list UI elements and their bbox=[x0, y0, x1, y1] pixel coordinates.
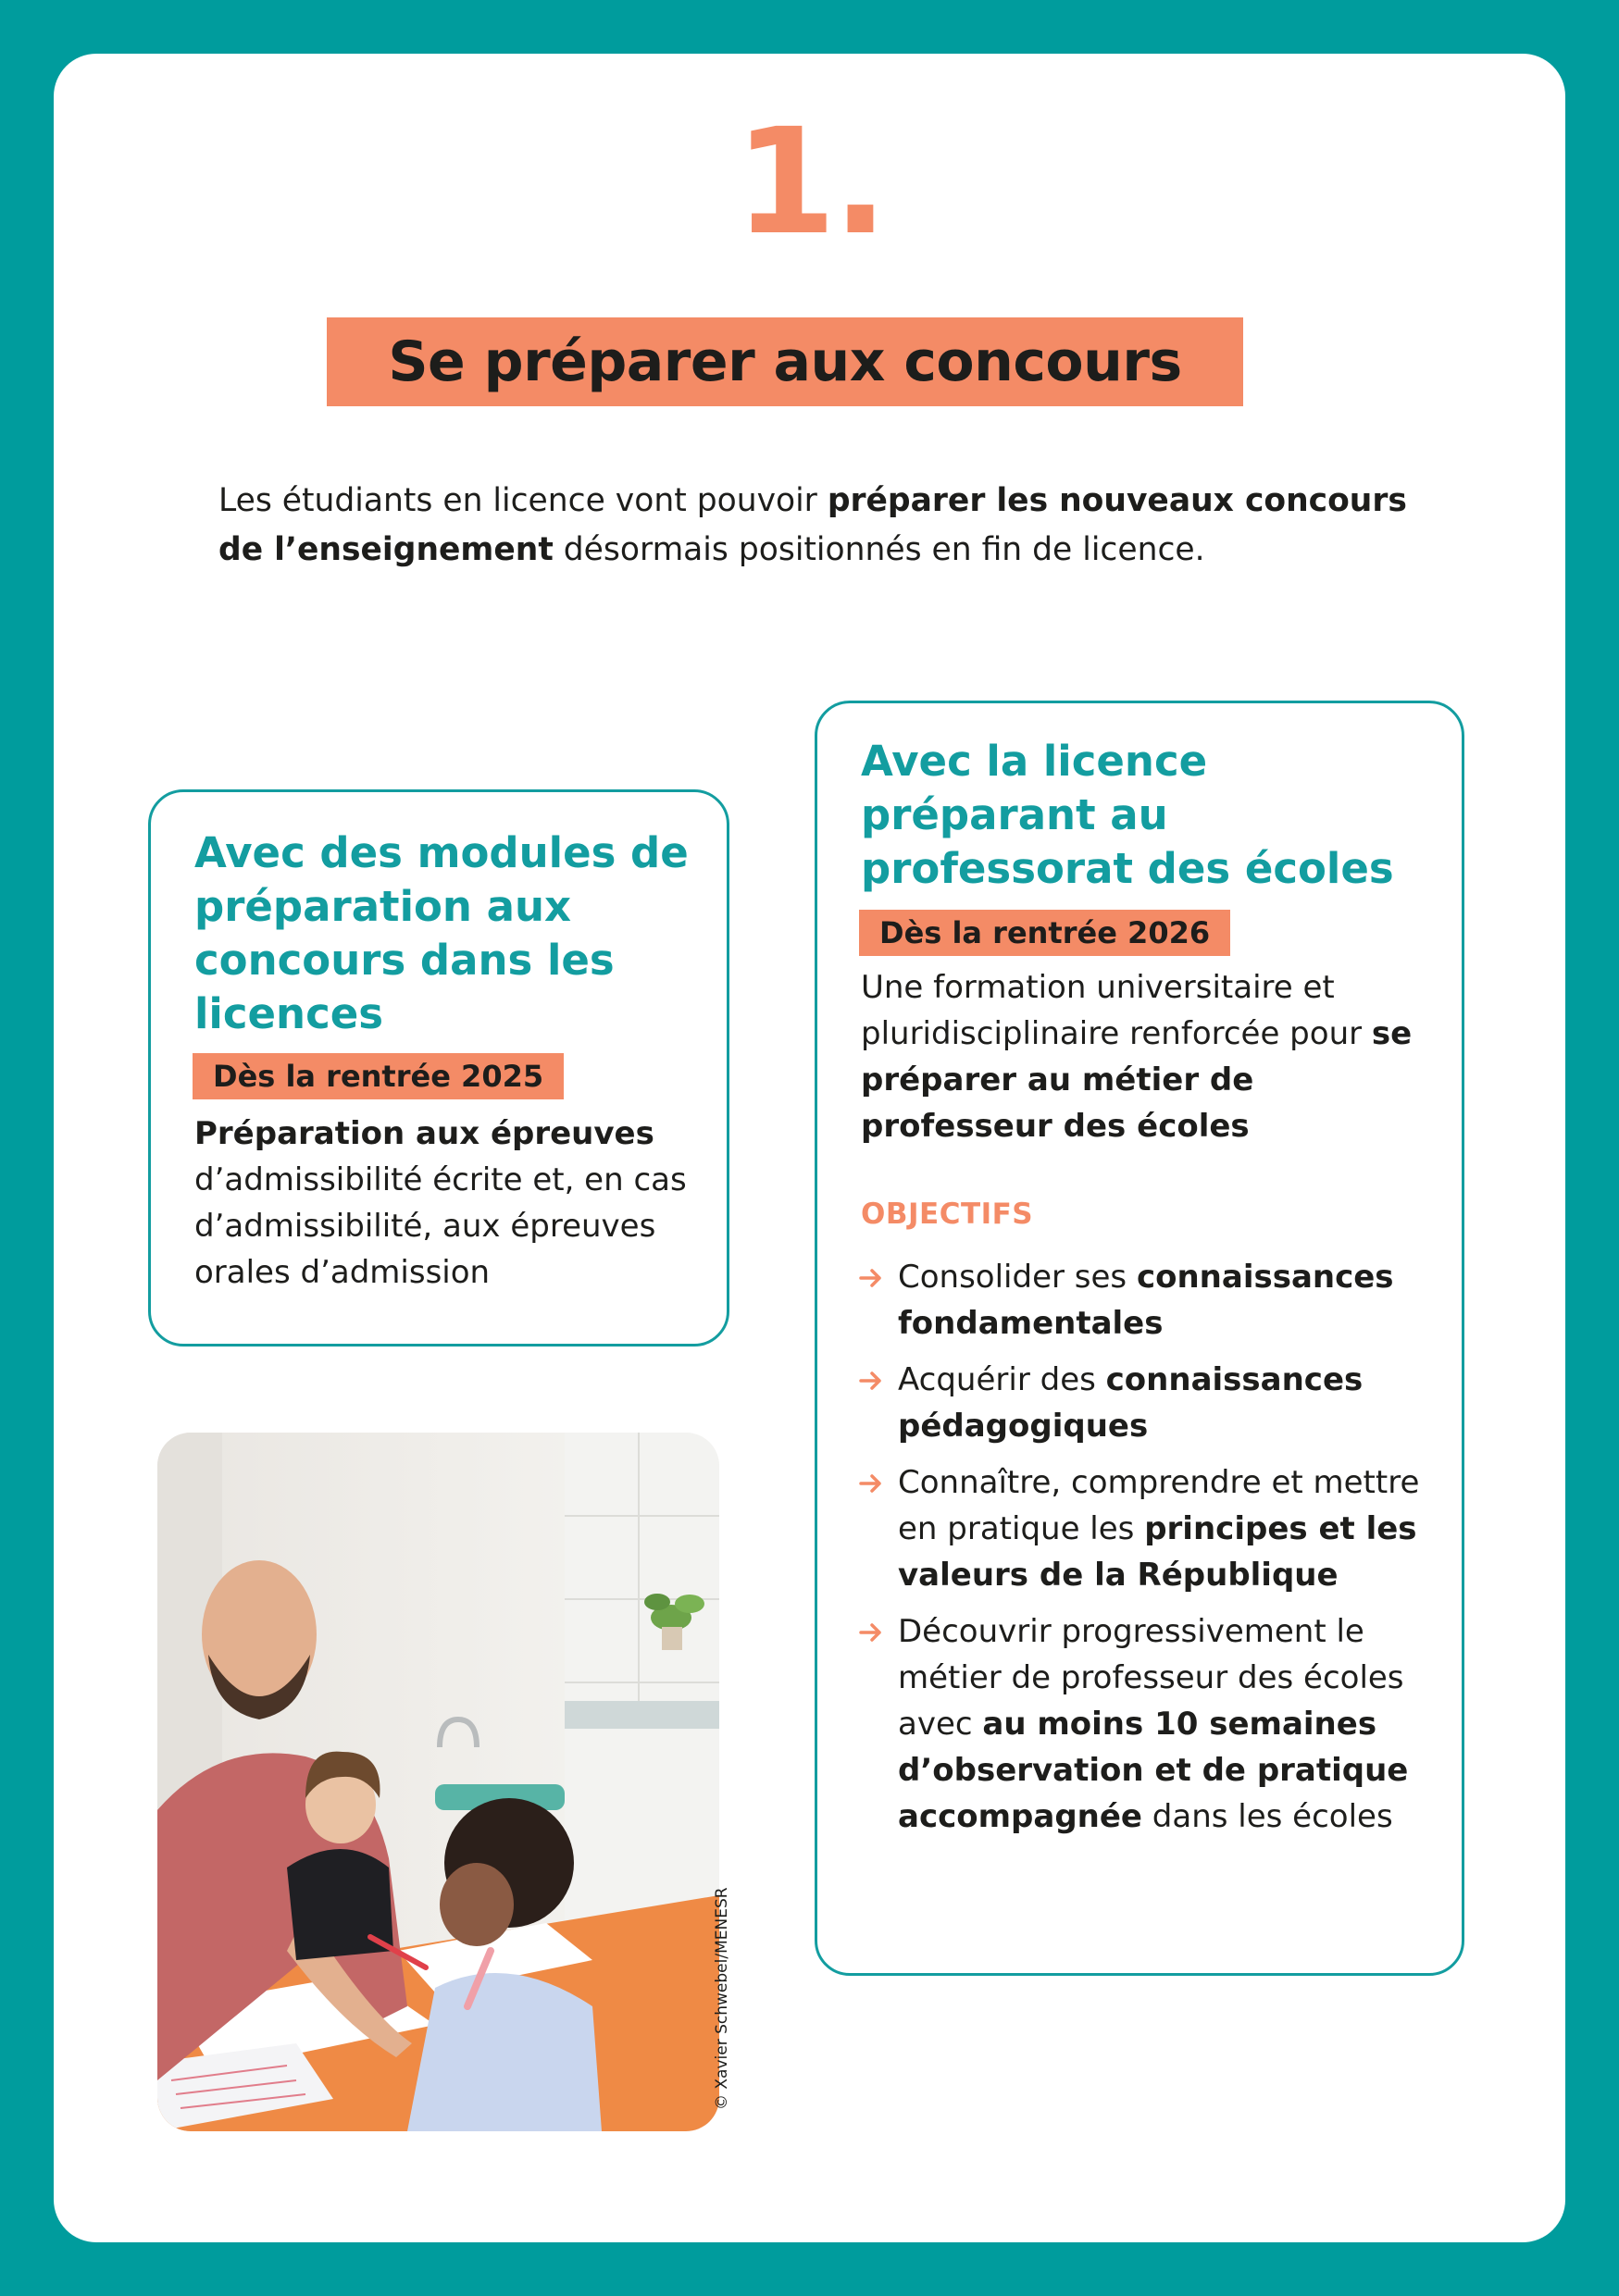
licence-date-badge: Dès la rentrée 2026 bbox=[859, 910, 1230, 956]
intro-text-2: désormais positionnés en fin de licence. bbox=[553, 531, 1205, 568]
section-title: Se préparer aux concours bbox=[388, 329, 1182, 394]
section-number: 1. bbox=[734, 97, 885, 267]
intro-text-1: Les étudiants en licence vont pouvoir bbox=[218, 482, 828, 519]
arrow-right-icon bbox=[859, 1459, 898, 1493]
objective-bold: au moins 10 semaines d’observation et de pratique accompagnée bbox=[898, 1706, 1409, 1835]
intro-paragraph bbox=[218, 477, 1440, 575]
modules-card-text bbox=[194, 1111, 713, 1296]
objective-text: Consolider ses bbox=[898, 1259, 1137, 1296]
objective-text: Connaître, comprendre et mettre en pratique les bbox=[898, 1464, 1420, 1547]
section-title-banner bbox=[327, 317, 1243, 406]
objective-item bbox=[859, 1608, 1451, 1840]
objective-text: Découvrir progressivement le métier de professeur des écoles avec bbox=[898, 1613, 1404, 1743]
modules-text: d’admissibilité écrite et, en cas d’admissibilité, aux épreuves orales d’admission bbox=[194, 1161, 687, 1291]
classroom-photo bbox=[157, 1433, 719, 2131]
licence-text: Une formation universitaire et pluridisciplinaire renforcée pour bbox=[861, 969, 1372, 1052]
objective-text: Acquérir des bbox=[898, 1361, 1106, 1398]
licence-card-title: Avec la licence préparant au professorat des écoles bbox=[861, 737, 1394, 893]
objectives-heading: OBJECTIFS bbox=[861, 1198, 1034, 1231]
objective-text-end: dans les écoles bbox=[1141, 1798, 1393, 1835]
objective-bold: connaissances fondamentales bbox=[898, 1259, 1394, 1342]
objective-item bbox=[859, 1357, 1451, 1449]
modules-card-title: Avec des modules de préparation aux concours dans les licences bbox=[194, 828, 689, 1038]
intro-bold: préparer les nouveaux concours de l’enseignement bbox=[218, 482, 1407, 568]
licence-bold-text: se préparer au métier de professeur des écoles bbox=[861, 1015, 1413, 1145]
arrow-right-icon bbox=[859, 1254, 898, 1287]
modules-date-badge: Dès la rentrée 2025 bbox=[193, 1053, 564, 1099]
modules-bold-text: Préparation aux épreuves bbox=[194, 1115, 654, 1152]
objective-bold: principes et les valeurs de la République bbox=[898, 1510, 1417, 1594]
arrow-right-icon bbox=[859, 1357, 898, 1390]
arrow-right-icon bbox=[859, 1608, 898, 1642]
objectives-list bbox=[859, 1254, 1451, 1850]
objective-bold: connaissances pédagogiques bbox=[898, 1361, 1364, 1445]
photo-credit: © Xavier Schwebel/MENESR bbox=[713, 1887, 731, 2110]
objective-item bbox=[859, 1254, 1451, 1347]
licence-card-text bbox=[861, 964, 1435, 1149]
objective-item bbox=[859, 1459, 1451, 1598]
